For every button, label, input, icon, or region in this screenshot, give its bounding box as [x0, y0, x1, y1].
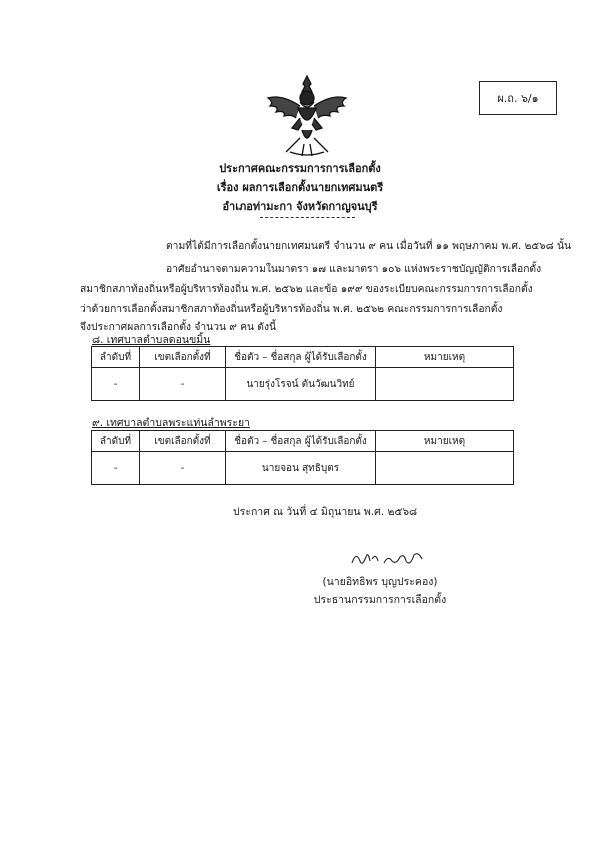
- header-subject: เรื่อง ผลการเลือกตั้งนายกเทศมนตรี: [216, 181, 384, 194]
- announcement-date: ประกาศ ณ วันที่ ๔ มิถุนายน พ.ศ. ๒๕๖๘: [233, 506, 418, 518]
- form-code-box: [479, 81, 557, 115]
- results-table: [91, 430, 514, 485]
- body-line-3: สมาชิกสภาท้องถิ่นหรือผู้บริหารท้องถิ่น พ.ศ. ๒๕๖๒ และข้อ ๑๙๙ ของระเบียบคณะกรรมการการเลือกตั้ง: [80, 283, 533, 295]
- cell-district: -: [140, 368, 226, 401]
- garuda-emblem-icon: [262, 72, 352, 158]
- cell-order: -: [92, 368, 140, 401]
- cell-note: [376, 452, 514, 485]
- cell-order: -: [92, 452, 140, 485]
- body-line-4: ว่าด้วยการเลือกตั้งสมาชิกสภาท้องถิ่นหรือผู้บริหารท้องถิ่น พ.ศ. ๒๕๖๒ คณะกรรมการการเลือกตั้ง: [80, 303, 503, 315]
- column-header: เขตเลือกตั้งที่: [140, 431, 226, 452]
- cell-note: [376, 368, 514, 401]
- column-header: ลำดับที่: [92, 431, 140, 452]
- signer-position: ประธานกรรมการการเลือกตั้ง: [313, 594, 447, 606]
- column-header: ชื่อตัว – ชื่อสกุล ผู้ได้รับเลือกตั้ง: [226, 347, 376, 368]
- cell-name: นายรุ่งโรจน์ ตันวัฒนวิทย์: [226, 368, 376, 401]
- cell-district: -: [140, 452, 226, 485]
- section-title: ๘. เทศบาลตำบลดอนขมิ้น: [92, 334, 211, 346]
- table-header-row: [92, 347, 514, 368]
- body-line-1: ตามที่ได้มีการเลือกตั้งนายกเทศมนตรี จำนวน ๙ คน เมื่อวันที่ ๑๑ พฤษภาคม พ.ศ. ๒๕๖๘ นั้น: [166, 240, 572, 252]
- column-header: ชื่อตัว – ชื่อสกุล ผู้ได้รับเลือกตั้ง: [226, 431, 376, 452]
- body-line-2: อาศัยอำนาจตามความในมาตรา ๑๗ และมาตรา ๑๐๖ แห่งพระราชบัญญัติการเลือกตั้ง: [166, 263, 542, 275]
- table-row: [92, 452, 514, 485]
- column-header: หมายเหตุ: [376, 347, 514, 368]
- signature-icon: [350, 543, 425, 573]
- results-table: [91, 346, 514, 401]
- header-divider: [260, 217, 355, 218]
- column-header: หมายเหตุ: [376, 431, 514, 452]
- table-header-row: [92, 431, 514, 452]
- cell-name: นายจอน สุทธิบุตร: [226, 452, 376, 485]
- body-line-5: จึงประกาศผลการเลือกตั้ง จำนวน ๙ คน ดังนี้: [80, 321, 277, 333]
- column-header: เขตเลือกตั้งที่: [140, 347, 226, 368]
- section-title: ๙. เทศบาลตำบลพระแท่นลำพระยา: [92, 417, 250, 429]
- header-title: ประกาศคณะกรรมการการเลือกตั้ง: [219, 162, 381, 175]
- header-district: อำเภอท่ามะกา จังหวัดกาญจนบุรี: [222, 200, 378, 213]
- table-row: [92, 368, 514, 401]
- signer-name: (นายอิทธิพร บุญประคอง): [322, 576, 438, 588]
- column-header: ลำดับที่: [92, 347, 140, 368]
- form-code: ผ.ถ. ๖/๑: [497, 92, 539, 105]
